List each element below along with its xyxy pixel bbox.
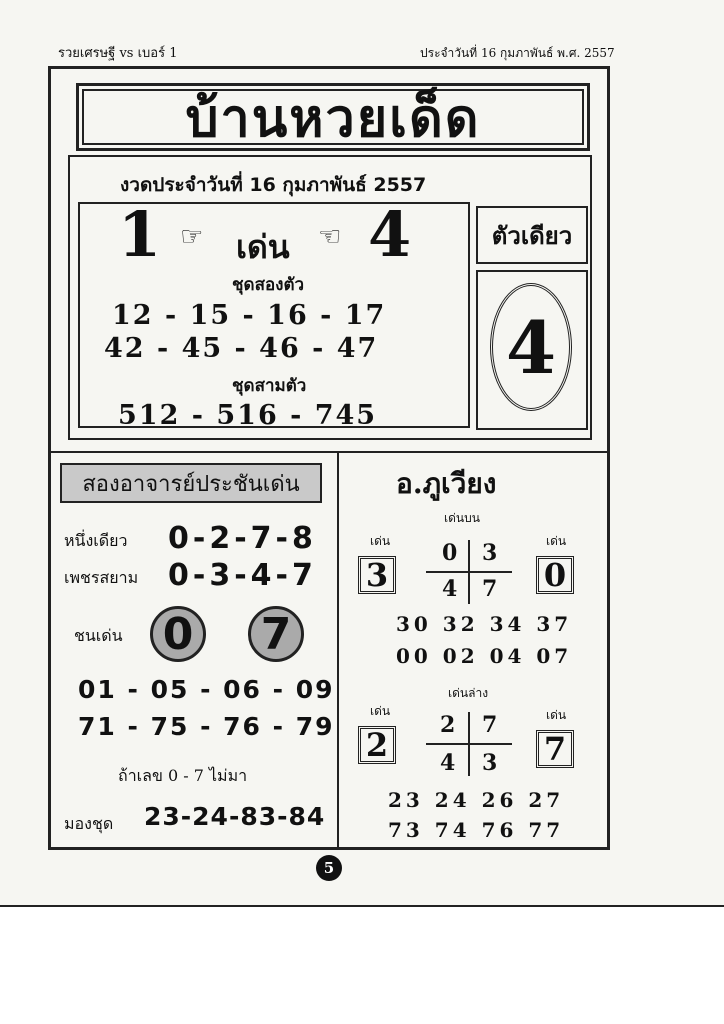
section-divider-vertical <box>337 451 339 850</box>
draw-date: งวดประจำวันที่ 16 กุมภาพันธ์ 2557 <box>120 174 427 196</box>
single-digit-value: 4 <box>490 283 572 411</box>
header-date-text: ประจำวันที่ 16 กุมภาพันธ์ พ.ศ. 2557 <box>420 46 615 60</box>
upper-numbers-2: 00 02 04 07 <box>396 644 573 668</box>
lead-digit-left: 1 <box>118 198 162 271</box>
section-divider-horizontal <box>48 451 610 453</box>
triple-heading: ชุดสามตัว <box>232 376 307 396</box>
lower-left-box: 2 <box>358 726 396 764</box>
left-note: ถ้าเลข 0 - 7 ไม่มา <box>118 766 248 785</box>
lower-right-tag: เด่น <box>546 708 567 722</box>
single-digit-label: ตัวเดียว <box>476 206 588 264</box>
pair-heading: ชุดสองตัว <box>232 275 305 295</box>
pairs-row-2: 42 - 45 - 46 - 47 <box>104 333 379 364</box>
page-title: บ้านหวยเด็ด <box>185 88 481 149</box>
upper-grid-br: 7 <box>482 576 498 602</box>
lower-numbers-1: 23 24 26 27 <box>388 788 565 812</box>
upper-left-box: 3 <box>358 556 396 594</box>
triples-row: 512 - 516 - 745 <box>118 400 378 431</box>
lead-label: เด่น <box>236 228 290 266</box>
lower-left-tag: เด่น <box>370 704 391 718</box>
upper-grid-tl: 0 <box>442 540 458 566</box>
lower-numbers-2: 73 74 76 77 <box>388 818 565 842</box>
header-left-text: รวยเศรษฐี vs เบอร์ 1 <box>58 46 178 61</box>
lead-digit-right: 4 <box>368 198 412 271</box>
upper-left-tag: เด่น <box>370 534 391 548</box>
right-panel-heading: อ.ภูเวียง <box>396 467 497 500</box>
row2-label: เพชรสยาม <box>64 568 139 587</box>
pairs-row-1: 12 - 15 - 16 - 17 <box>112 300 387 331</box>
row1-label: หนึ่งเดียว <box>64 531 128 550</box>
row3-label: ชนเด่น <box>74 626 123 645</box>
left-pairs-row-2: 71 - 75 - 76 - 79 <box>78 712 335 741</box>
upper-label: เด่นบน <box>444 511 480 525</box>
pointing-hand-right-icon: ☞ <box>180 222 204 252</box>
row1-value: 0-2-7-8 <box>168 521 317 556</box>
lower-grid-tl: 2 <box>440 712 456 738</box>
lower-grid-tr: 7 <box>482 712 498 738</box>
circle-digit-a: 0 <box>150 606 206 662</box>
lower-grid-br: 3 <box>482 750 498 776</box>
upper-grid-tr: 3 <box>482 540 498 566</box>
left-pairs-row-1: 01 - 05 - 06 - 09 <box>78 675 335 704</box>
upper-numbers-1: 30 32 34 37 <box>396 612 573 636</box>
page-number-badge: 5 <box>316 855 342 881</box>
lower-right-box: 7 <box>536 730 574 768</box>
lower-label: เด่นล่าง <box>448 686 489 700</box>
left-panel-heading: สองอาจารย์ประชันเด่น <box>60 463 322 503</box>
upper-right-tag: เด่น <box>546 534 567 548</box>
upper-grid-bl: 4 <box>442 576 458 602</box>
circle-digit-b: 7 <box>248 606 304 662</box>
upper-grid-vline <box>468 540 470 604</box>
lower-grid-vline <box>468 712 470 776</box>
lower-grid-bl: 4 <box>440 750 456 776</box>
look-label: มองชุด <box>64 814 114 833</box>
look-value: 23-24-83-84 <box>144 802 326 831</box>
upper-right-box: 0 <box>536 556 574 594</box>
row2-value: 0-3-4-7 <box>168 558 317 593</box>
pointing-hand-left-icon: ☜ <box>318 222 342 252</box>
